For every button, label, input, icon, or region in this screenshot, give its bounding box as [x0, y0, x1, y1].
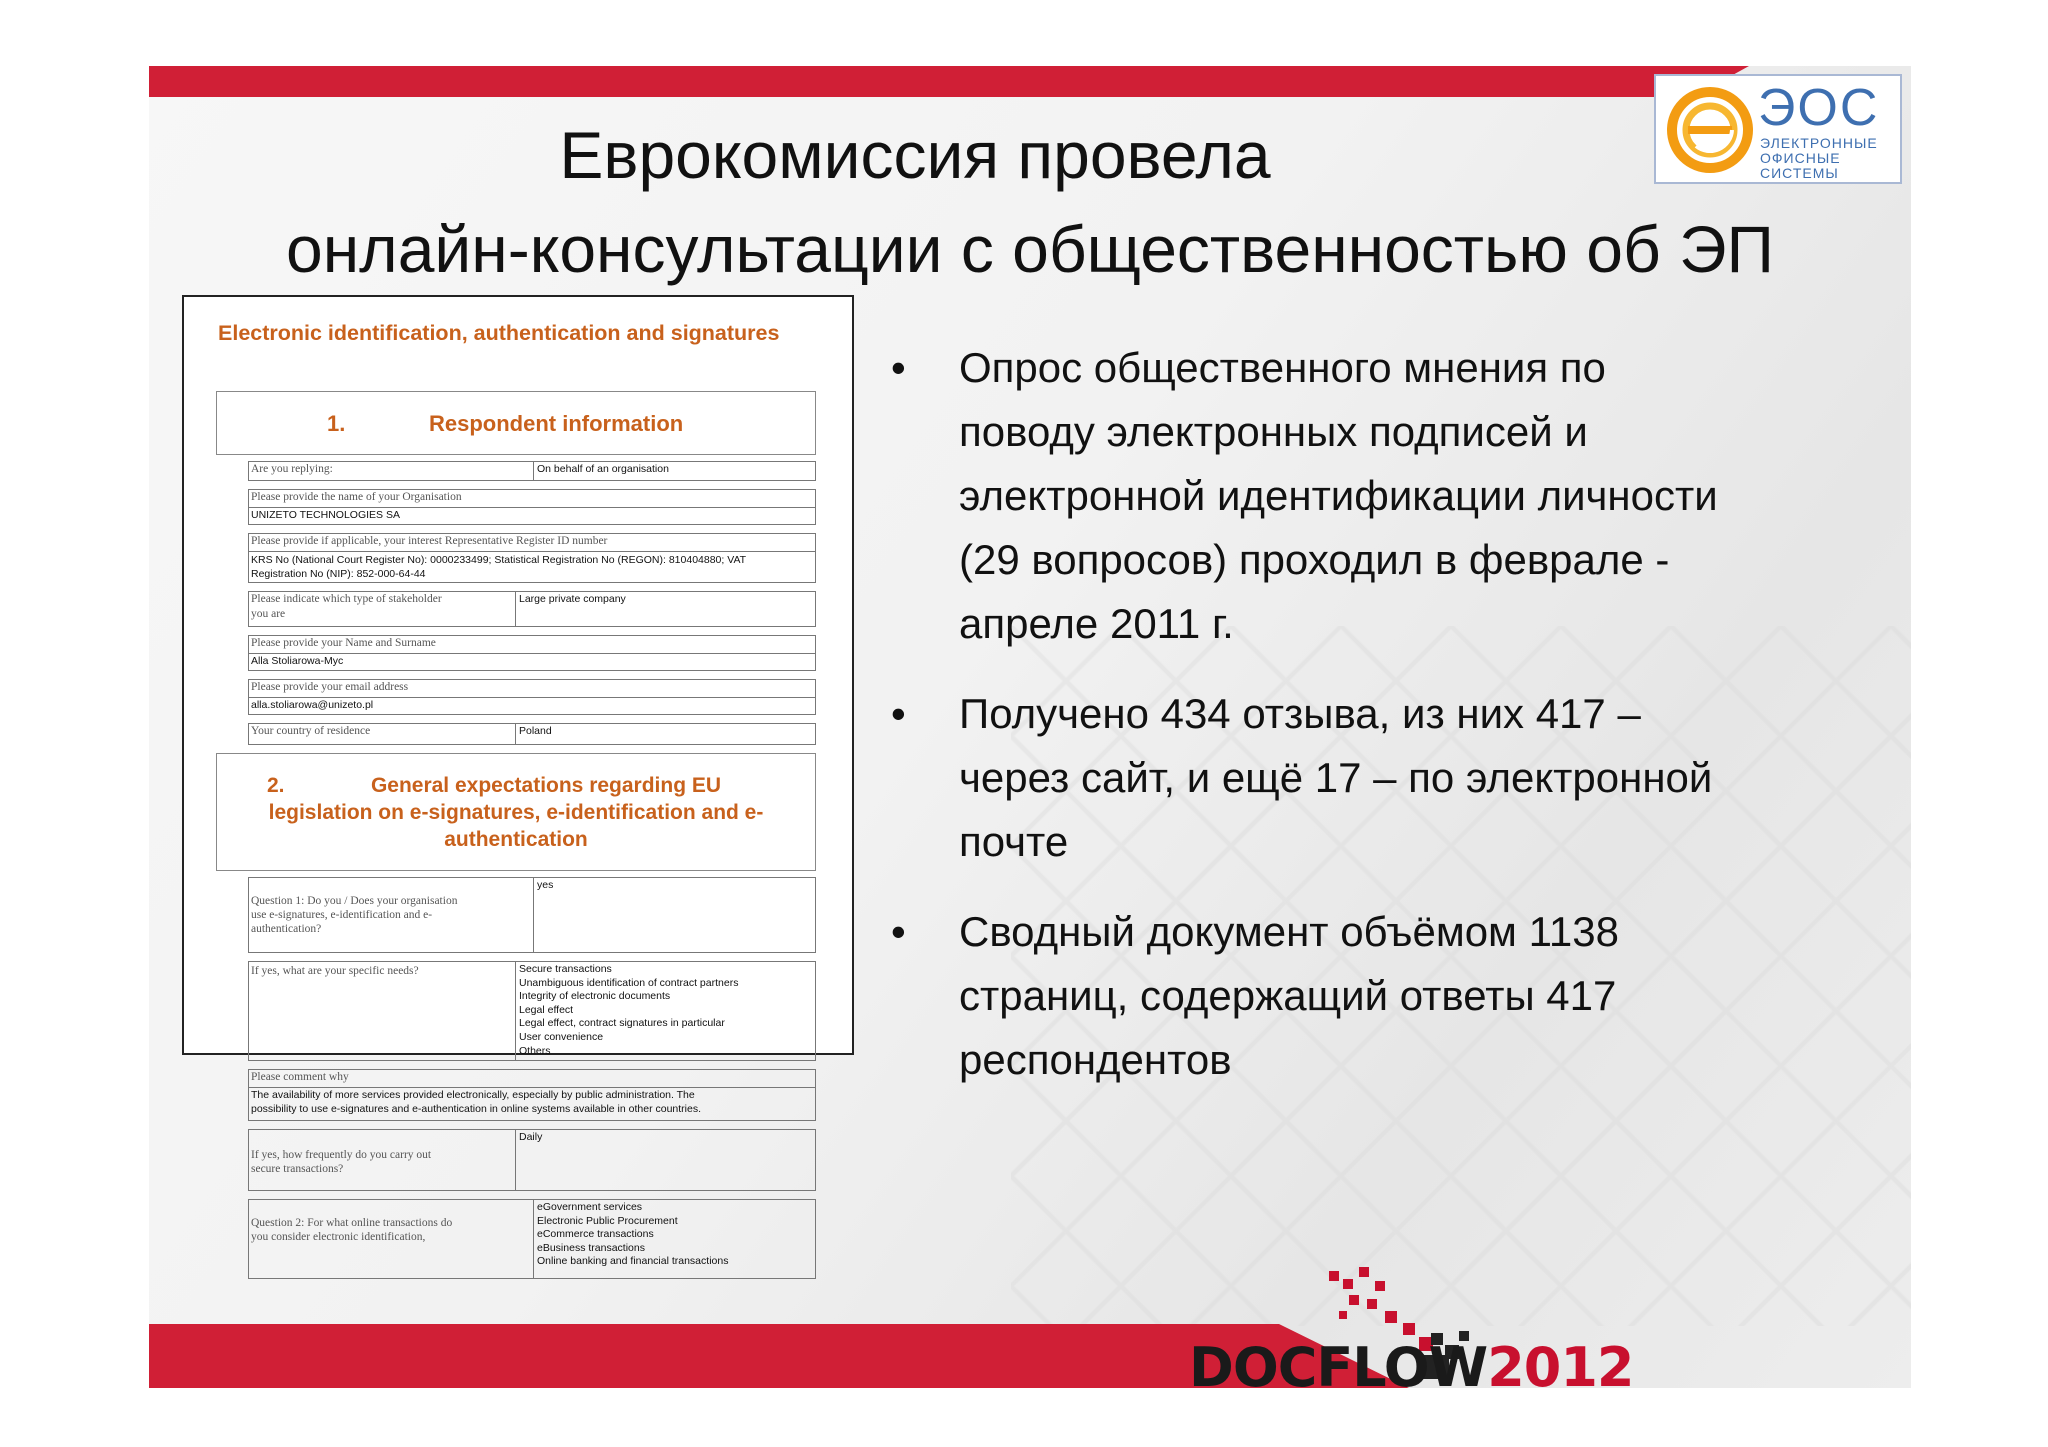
docflow-logo	[1189, 1336, 1634, 1399]
slide-title	[149, 108, 1911, 296]
email-value: alla.stoliarowa@unizeto.pl	[251, 699, 374, 711]
q2-label-1: Question 2: For what online transactions do	[251, 1217, 453, 1229]
section-1-number: 1.	[327, 411, 346, 436]
docflow-year: 2012	[1487, 1336, 1634, 1399]
row-frequency	[248, 1129, 816, 1191]
section-2-title-3: authentication	[444, 828, 588, 851]
bullet-line: (29 вопросов) проходил в феврале -	[959, 536, 1670, 583]
stakeholder-label-2: you are	[251, 608, 286, 620]
stakeholder-label-1: Please indicate which type of stakeholder	[251, 593, 442, 605]
row-email	[248, 679, 816, 715]
bullet-item-1	[889, 336, 1889, 656]
org-label: Please provide the name of your Organisation	[251, 491, 462, 503]
logo-sub-2: ОФИСНЫЕ	[1760, 150, 1841, 166]
bullet-line: электронной идентификации личности	[959, 472, 1718, 519]
q1-label-2: use e-signatures, e-identification and e-	[251, 909, 433, 921]
docflow-word: DOCFLOW	[1189, 1336, 1488, 1399]
bullet-item-3	[889, 900, 1889, 1092]
replying-label: Are you replying:	[251, 463, 333, 475]
section-1-box	[216, 391, 816, 455]
needs-item: Legal effect	[519, 1003, 574, 1016]
register-value-1: KRS No (National Court Register No): 0000233499; Statistical Registration No (REGON): 810404880; VAT	[251, 554, 747, 566]
frequency-value: Daily	[519, 1131, 543, 1143]
logo-sub-3: СИСТЕМЫ	[1760, 165, 1839, 181]
eos-swirl-icon	[1666, 84, 1754, 176]
title-line-2: онлайн-консультации с общественностью об ЭП	[286, 212, 1774, 286]
name-label: Please provide your Name and Surname	[251, 637, 436, 649]
needs-item: Integrity of electronic documents	[519, 990, 671, 1003]
register-label: Please provide if applicable, your interest Representative Register ID number	[251, 535, 608, 547]
q2-item: eCommerce transactions	[537, 1228, 654, 1241]
bullet-line: почте	[959, 818, 1069, 865]
bullet-list	[889, 336, 1889, 1118]
form-header: Electronic identification, authentication and signatures	[218, 321, 780, 345]
needs-item: Others	[519, 1044, 551, 1057]
row-question-2	[248, 1199, 816, 1279]
section-2-number: 2.	[267, 774, 285, 797]
section-2-box	[216, 753, 816, 871]
bullet-line: респондентов	[959, 1036, 1232, 1083]
consultation-form-image	[182, 295, 854, 1268]
register-value-2: Registration No (NIP): 852-000-64-44	[251, 568, 426, 580]
bullet-marker: •	[891, 344, 906, 391]
needs-label: If yes, what are your specific needs?	[251, 965, 419, 977]
top-red-bar	[149, 66, 1749, 97]
row-name	[248, 635, 816, 671]
row-country	[248, 723, 816, 745]
replying-value: On behalf of an organisation	[537, 463, 669, 475]
country-value: Poland	[519, 725, 552, 737]
title-line-1: Еврокомиссия провела	[559, 118, 1271, 192]
logo-brand: ЭОС	[1758, 79, 1880, 137]
bullet-line: страниц, содержащий ответы 417	[959, 972, 1617, 1019]
row-replying	[248, 461, 816, 481]
needs-item: User convenience	[519, 1030, 604, 1043]
q1-label-3: authentication?	[251, 923, 322, 935]
bullet-line: поводу электронных подписей и	[959, 408, 1588, 455]
email-label: Please provide your email address	[251, 681, 409, 693]
section-1-title: Respondent information	[429, 411, 684, 436]
bullet-line: через сайт, и ещё 17 – по электронной	[959, 754, 1713, 801]
row-comment	[248, 1069, 816, 1121]
needs-item: Legal effect, contract signatures in particular	[519, 1017, 725, 1030]
bullet-line: Сводный документ объёмом 1138	[959, 908, 1619, 955]
bullet-line: Получено 434 отзыва, из них 417 –	[959, 690, 1641, 737]
needs-item: Unambiguous identification of contract partners	[519, 976, 739, 989]
section-2-title-2: legislation on e-signatures, e-identification and e-	[268, 801, 764, 824]
q2-item: eGovernment services	[537, 1201, 643, 1213]
frequency-label-1: If yes, how frequently do you carry out	[251, 1149, 432, 1161]
slide	[149, 66, 1911, 1399]
bullet-line: апреле 2011 г.	[959, 600, 1234, 647]
comment-label: Please comment why	[251, 1071, 349, 1083]
section-2-title-1: General expectations regarding EU	[370, 774, 722, 797]
eos-logo	[1654, 74, 1902, 184]
bottom-red-bar	[149, 1324, 1911, 1388]
row-register	[248, 533, 816, 583]
q2-item: Electronic Public Procurement	[537, 1214, 678, 1227]
needs-list	[519, 963, 738, 1058]
q2-list	[537, 1201, 728, 1269]
bullet-marker: •	[891, 690, 906, 737]
q2-item: eBusiness transactions	[537, 1241, 645, 1254]
row-stakeholder	[248, 591, 816, 627]
bullet-marker: •	[891, 908, 906, 955]
bullet-item-2	[889, 682, 1889, 874]
bullet-line: Опрос общественного мнения по	[959, 344, 1606, 391]
row-organisation	[248, 489, 816, 525]
stakeholder-value: Large private company	[519, 593, 626, 605]
name-value: Alla Stoliarowa-Myc	[251, 655, 344, 667]
q1-label-1: Question 1: Do you / Does your organisation	[251, 895, 458, 907]
needs-item: Secure transactions	[519, 963, 612, 975]
comment-value-1: The availability of more services provided electronically, especially by public administration. The	[251, 1089, 695, 1101]
org-value: UNIZETO TECHNOLOGIES SA	[251, 509, 400, 521]
q1-value: yes	[537, 879, 554, 891]
country-label: Your country of residence	[251, 725, 371, 737]
row-question-1	[248, 877, 816, 953]
frequency-label-2: secure transactions?	[251, 1163, 344, 1175]
q2-item: Online banking and financial transactions	[537, 1255, 729, 1268]
logo-subtitle	[1760, 136, 1878, 181]
logo-sub-1: ЭЛЕКТРОННЫЕ	[1760, 135, 1878, 151]
row-needs	[248, 961, 816, 1061]
q2-label-2: you consider electronic identification,	[251, 1231, 426, 1243]
comment-value-2: possibility to use e-signatures and e-authentication in online systems available in other countries.	[251, 1103, 702, 1115]
